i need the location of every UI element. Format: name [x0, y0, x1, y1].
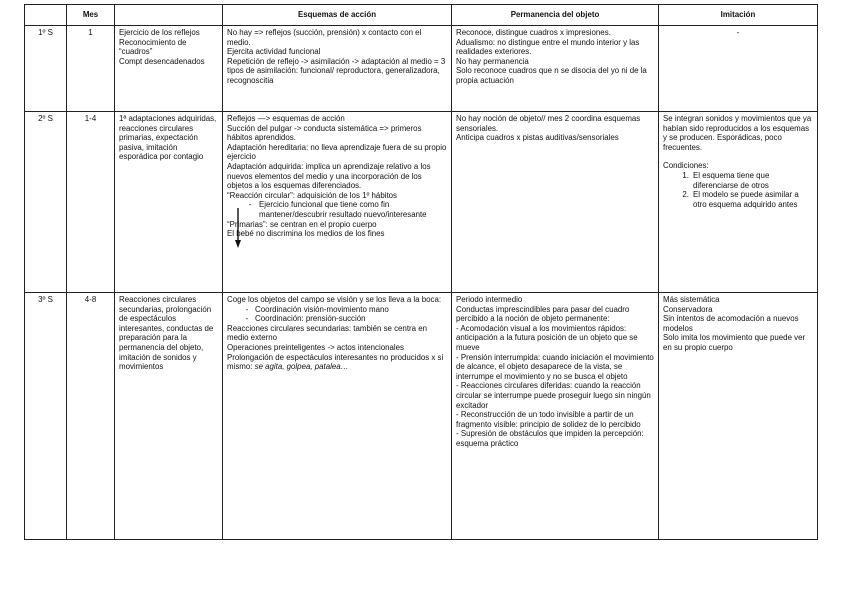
stage-description: Ejercicio de los reflejos Reconocimiento de “cuadros” Compt desencadenados — [115, 26, 223, 112]
stage-description: 1ª adaptaciones adquiridas, reacciones circulares primarias, expectación pasiva, imitación esporádica por contagio — [115, 112, 223, 293]
stage-label: 3º S — [25, 293, 67, 540]
imitacion-cell: - — [659, 26, 818, 112]
esquemas-cell: Reflejos —> esquemas de acción Succión del pulgar -> conducta sistemática => primeros hábitos aprendidos. Adaptación hereditaria: no lleva aprendizaje fuera de su propio ejercicio Adaptación adquirida: implica un aprendizaje relativo a los nuevos elementos del medio y una incorporación de los objetos a los esquemas diferenciados. “Reacción circular”: adquisición de los 1º hábitos - Ejercicio funcional que tiene como fin mantener/descubrir resultado nuevo/interesante “Primarias”: se centran en el propio cuerpo El bebé no discrimina los medios de los fines — [223, 112, 452, 293]
header-row — [25, 5, 818, 26]
stage-label: 2º S — [25, 112, 67, 293]
header-mes: Mes — [67, 5, 115, 26]
down-arrow-icon — [235, 208, 241, 248]
header-permanencia: Permanencia del objeto — [452, 5, 659, 26]
dash-item: - Ejercicio funcional que tiene como fin mantener/descubrir resultado nuevo/interesante — [248, 200, 427, 219]
header-description — [115, 5, 223, 26]
imitacion-cell: Se integran sonidos y movimientos que ya habían sido reproducidos a los esquemas y se producen. Esporádicas, poco frecuentes. Condiciones: 1. El esquema tiene que diferenciarse de otros 2. El modelo se puede asimilar a otro esquema adquirido antes — [659, 112, 818, 293]
imitacion-cell: Más sistemática Conservadora Sin intentos de acomodación a nuevos modelos Solo imita los movimiento que puede ver en su propio cuerpo — [659, 293, 818, 540]
header-stage — [25, 5, 67, 26]
month-range: 4-8 — [67, 293, 115, 540]
bullet-item: - Coordinación: prensión-succión — [245, 314, 366, 324]
permanencia-cell: No hay noción de objeto// mes 2 coordina esquemas sensoriales. Anticipa cuadros x pistas auditivas/sensoriales — [452, 112, 659, 293]
stage-label: 1º S — [25, 26, 67, 112]
condition-item: 1. El esquema tiene que diferenciarse de otros — [682, 170, 770, 190]
table-row-stage-2 — [25, 112, 818, 293]
permanencia-cell: Reconoce, distingue cuadros x impresiones. Adualismo: no distingue entre el mundo interior y las realidades exteriores. No hay permanencia Solo reconoce cuadros que n se disocia del yo ni de la propia actuación — [452, 26, 659, 112]
month-range: 1 — [67, 26, 115, 112]
esquemas-cell: No hay => reflejos (succión, prensión) x contacto con el medio. Ejercita actividad funcional Repetición de reflejo -> asimilación -> adaptación al medio = 3 tipos de asimilación: funcional/ reproductora, generalizadora, recognoscitia — [223, 26, 452, 112]
esquemas-cell: Coge los objetos del campo se visión y se los lleva a la boca: - Coordinación visión-movimiento mano - Coordinación: prensión-succión Reacciones circulares secundarias: también se centra en medio externo Operaciones preinteligentes -> actos intencionales Prolongación de espectáculos interesantes no producidos x si mismo: se agita, golpea, patalea… — [223, 293, 452, 540]
header-esquemas: Esquemas de acción — [223, 5, 452, 26]
development-table — [24, 4, 818, 540]
table-row-stage-1 — [25, 26, 818, 112]
permanencia-cell: Periodo intermedio Conductas imprescindibles para pasar del cuadro percibido a la noción de objeto permanente: - Acomodación visual a los movimientos rápidos: anticipación a la futura posición de un objeto que se mueve - Prensión interrumpida: cuando iniciación el movimiento de alcance, el objeto desaparece de la vista, se interrumpe el movimiento y no se busca el objeto - Reacciones circulares diferidas: cuando la reacción circular se interrumpe puede proseguir luego sin ningún excitador - Reconstrucción de un todo invisible a partir de un fragmento visible: principio de solidez de lo percibido - Supresión de obstáculos que impiden la percepción: esquema práctico — [452, 293, 659, 540]
condition-item: 2. El modelo se puede asimilar a otro esquema adquirido antes — [682, 190, 799, 209]
header-imitacion: Imitación — [659, 5, 818, 26]
month-range: 1-4 — [67, 112, 115, 293]
stage-description: Reacciones circulares secundarias, prolongación de espectáculos interesantes, conductas de preparación para la permanencia del objeto, imitación de sonidos y movimientos — [115, 293, 223, 540]
table-row-stage-3 — [25, 293, 818, 540]
bullet-item: - Coordinación visión-movimiento mano — [245, 304, 389, 314]
